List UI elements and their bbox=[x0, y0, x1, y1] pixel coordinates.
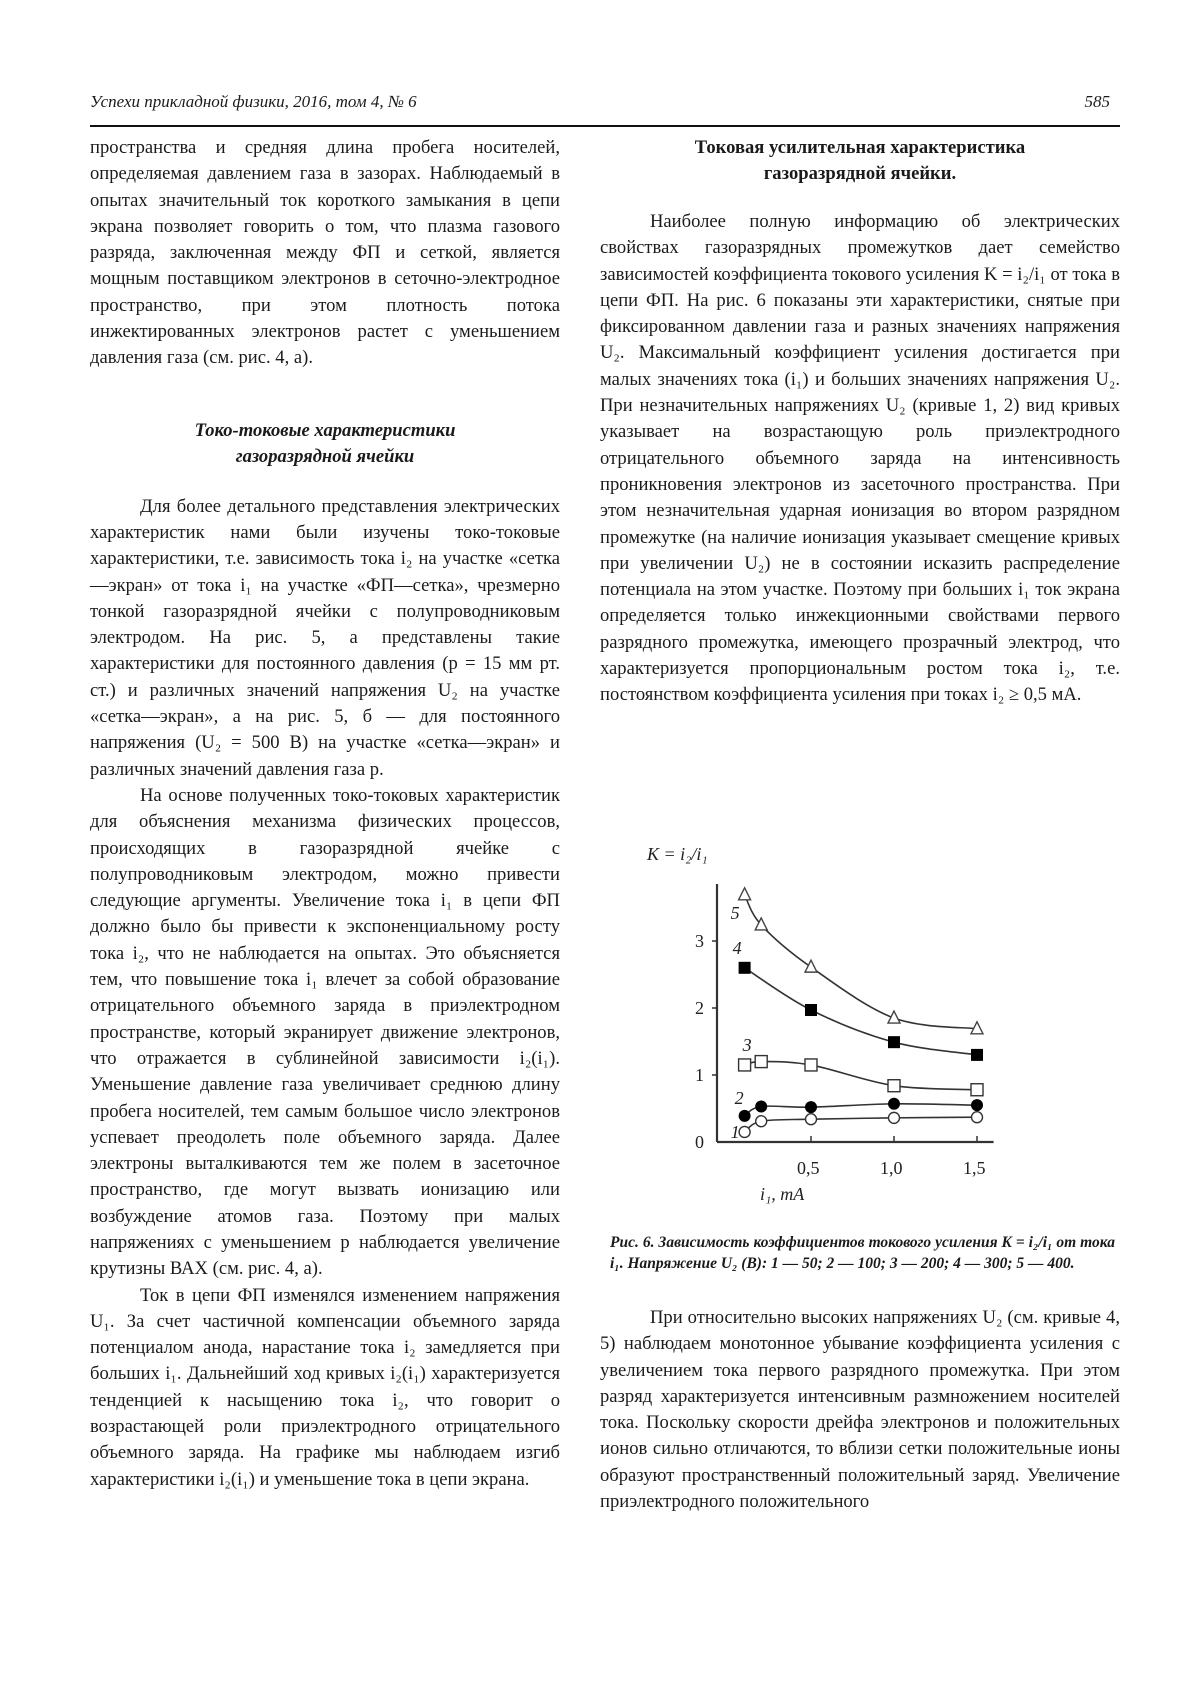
open-square-marker bbox=[755, 1056, 767, 1068]
curve-label-4: 4 bbox=[732, 937, 742, 958]
paragraph: Наиболее полную информацию об электрических свойствах газоразрядных промежутков дает семейство зависимостей коэффициента токового усиления K = i₂/i₁ от тока в цепи ФП. На рис. 6 показаны эти характеристики, снятые при фиксированном давлении газа и разных значениях напряжения U₂. Максимальный коэффициент усиления достигается при малых значениях тока (i₁) и больших значениях напряжения U₂. При незначительных напряжениях U₂ (кривые 1, 2) вид кривых указывает на возрастающую роль приэлектродного отрицательного объемного заряда на интенсивность проникновения электронов из засеточного пространства. При этом незначительная ударная ионизация во втором разрядном промежутке (на наличие ионизация указывает смещение кривых при увеличении U₂) не в состоянии исказить распределение потенциала на этом участке. Поэтому при больших i₁ ток экрана определяется только инжекционными свойствами первого разрядного промежутка, имеющего прозрачный электрод, что характеризуется пропорциональным ростом тока i₂, т.е. постоянством коэффициента усиления при токах i₂ ≥ 0,5 мА. bbox=[600, 211, 1120, 706]
y-tick-label: 3 bbox=[695, 931, 704, 951]
open-triangle-marker bbox=[805, 960, 817, 972]
open-circle-marker bbox=[756, 1116, 767, 1127]
series-line-4 bbox=[745, 968, 977, 1055]
y-axis-label: K = i₂/i₁ bbox=[647, 844, 708, 864]
y-tick-label: 2 bbox=[695, 998, 704, 1018]
paragraph: При относительно высоких напряжениях U₂ (см. кривые 4, 5) наблюдаем монотонное убывание коэффициента усиления с увеличением тока первого разрядного промежутка. При этом разряд характеризуется интенсивным размножением носителей тока. Поскольку скорости дрейфа электронов и положительных ионов сильно отличаются, то вблизи сетки положительные ионы образуют пространственный положительный заряд. Увеличение приэлектродного положительного bbox=[600, 1307, 1120, 1513]
open-circle-marker bbox=[806, 1114, 817, 1125]
open-square-marker bbox=[739, 1059, 751, 1071]
running-header bbox=[90, 92, 1120, 120]
filled-square-marker bbox=[971, 1049, 983, 1061]
section-title-line: газоразрядной ячейки. bbox=[763, 163, 957, 184]
section-title-line: газоразрядной ячейки bbox=[235, 445, 415, 467]
filled-circle-marker bbox=[805, 1101, 817, 1113]
open-circle-marker bbox=[972, 1112, 983, 1123]
paragraph: На основе полученных токо-токовых характеристик для объяснения механизма физических процессов, происходящих в газоразрядной ячейке с полупроводниковым электродом, можно привести следующие аргументы. Увеличение тока i₁ в цепи ФП должно было бы привести к экспоненциальному росту тока i₂, что не наблюдается на опытах. Это объясняется тем, что повышение тока i₁ влечет за собой образование отрицательного объемного заряда в приэлектродном пространстве, который экранирует движение электронов, что отражается в сублинейной зависимости i₂(i₁). Уменьшение давление газа увеличивает среднюю длину пробега носителей, тем самым большое число электронов успевает преодолеть поле объемного заряда. Далее электроны выталкиваются тем же полем в засеточное пространство, где могут вызвать ионизацию или возбуждение атомов газа. Поэтому при малых напряжениях с уменьшением p наблюдается увеличение крутизны ВАХ (см. рис. 4, а). bbox=[90, 784, 560, 1280]
open-square-marker bbox=[888, 1080, 900, 1092]
line-chart bbox=[600, 835, 1120, 1225]
x-axis-label: i₁, mA bbox=[760, 1184, 805, 1204]
curve-label-5: 5 bbox=[730, 902, 740, 923]
journal-title: Успехи прикладной физики, 2016, том 4, № 6 bbox=[90, 92, 417, 111]
open-triangle-marker bbox=[739, 888, 751, 900]
curve-label-3: 3 bbox=[742, 1034, 752, 1055]
series-line-3 bbox=[745, 1062, 977, 1090]
open-circle-marker bbox=[889, 1112, 900, 1123]
section-title-line: Токовая усилительная характеристика bbox=[694, 137, 1026, 158]
filled-square-marker bbox=[888, 1036, 900, 1048]
paragraph: пространства и средняя длина пробега носителей, определяемая давлением газа в зазорах. Наблюдаемый в опытах значительный ток короткого замыкания в цепи экрана позволяет говорить о том, что плазма газового разряда, заключенная между ФП и сеткой, является мощным поставщиком электронов в сеточно-электродное пространство, при этом плотность потока инжектированных электронов растет с уменьшением давления газа (см. рис. 4, а). bbox=[90, 137, 560, 369]
curve-label-2: 2 bbox=[734, 1087, 744, 1108]
series-line-1 bbox=[745, 1117, 977, 1132]
open-circle-marker bbox=[739, 1126, 750, 1137]
series-line-2 bbox=[745, 1104, 977, 1116]
filled-circle-marker bbox=[755, 1100, 767, 1112]
filled-circle-marker bbox=[739, 1110, 751, 1122]
left-column bbox=[90, 135, 560, 1493]
curve-label-1: 1 bbox=[730, 1121, 740, 1142]
figure-6-chart bbox=[600, 835, 1120, 1225]
figure-caption: Рис. 6. Зависимость коэффициентов токового усиления K = i₂/i₁ от тока i₁. Напряжение U₂ (В): 1 — 50; 2 — 100; 3 — 200; 4 — 300; 5 — 400. bbox=[610, 1234, 1115, 1272]
page-number: 585 bbox=[1084, 92, 1110, 111]
filled-square-marker bbox=[739, 962, 751, 974]
section-title bbox=[600, 135, 1120, 187]
header-rule bbox=[90, 125, 1120, 127]
y-tick-label: 1 bbox=[695, 1065, 704, 1085]
paragraph: Ток в цепи ФП изменялся изменением напряжения U₁. За счет частичной компенсации объемного заряда потенциалом анода, нарастание тока i₂ замедляется при больших i₁. Дальнейший ход кривых i₂(i₁) характеризуется тенденцией к насыщению тока i₂, что говорит о возрастающей роли приэлектродного отрицательного объемного заряда. На графике мы наблюдаем изгиб характеристики i₂(i₁) и уменьшение тока в цепи экрана. bbox=[90, 1284, 560, 1490]
y-tick-label: 0 bbox=[695, 1132, 704, 1152]
x-tick-label: 1,0 bbox=[880, 1158, 903, 1178]
section-title bbox=[90, 418, 560, 470]
series-line-5 bbox=[745, 895, 977, 1029]
x-tick-label: 1,5 bbox=[963, 1158, 986, 1178]
paragraph: Для более детального представления электрических характеристик нами были изучены токо-токовые характеристики, т.е. зависимость тока i₂ на участке «сетка—экран» от тока i₁ на участке «ФП—сетка», чрезмерно тонкой газоразрядной ячейки с полупроводниковым электродом. На рис. 5, а представлены такие характеристики для постоянного давления (p = 15 мм рт. ст.) и различных значений напряжения U₂ на участке «сетка—экран», а на рис. 5, б — для постоянного напряжения (U₂ = 500 В) на участке «сетка—экран» и различных значений давления газа p. bbox=[90, 495, 560, 780]
filled-circle-marker bbox=[888, 1098, 900, 1110]
filled-circle-marker bbox=[971, 1099, 983, 1111]
open-square-marker bbox=[805, 1059, 817, 1071]
section-title-line: Токо-токовые характеристики bbox=[194, 419, 456, 441]
open-square-marker bbox=[971, 1084, 983, 1096]
x-tick-label: 0,5 bbox=[797, 1158, 820, 1178]
right-column bbox=[600, 135, 1120, 709]
right-column-continued bbox=[600, 1305, 1120, 1515]
filled-square-marker bbox=[805, 1004, 817, 1016]
